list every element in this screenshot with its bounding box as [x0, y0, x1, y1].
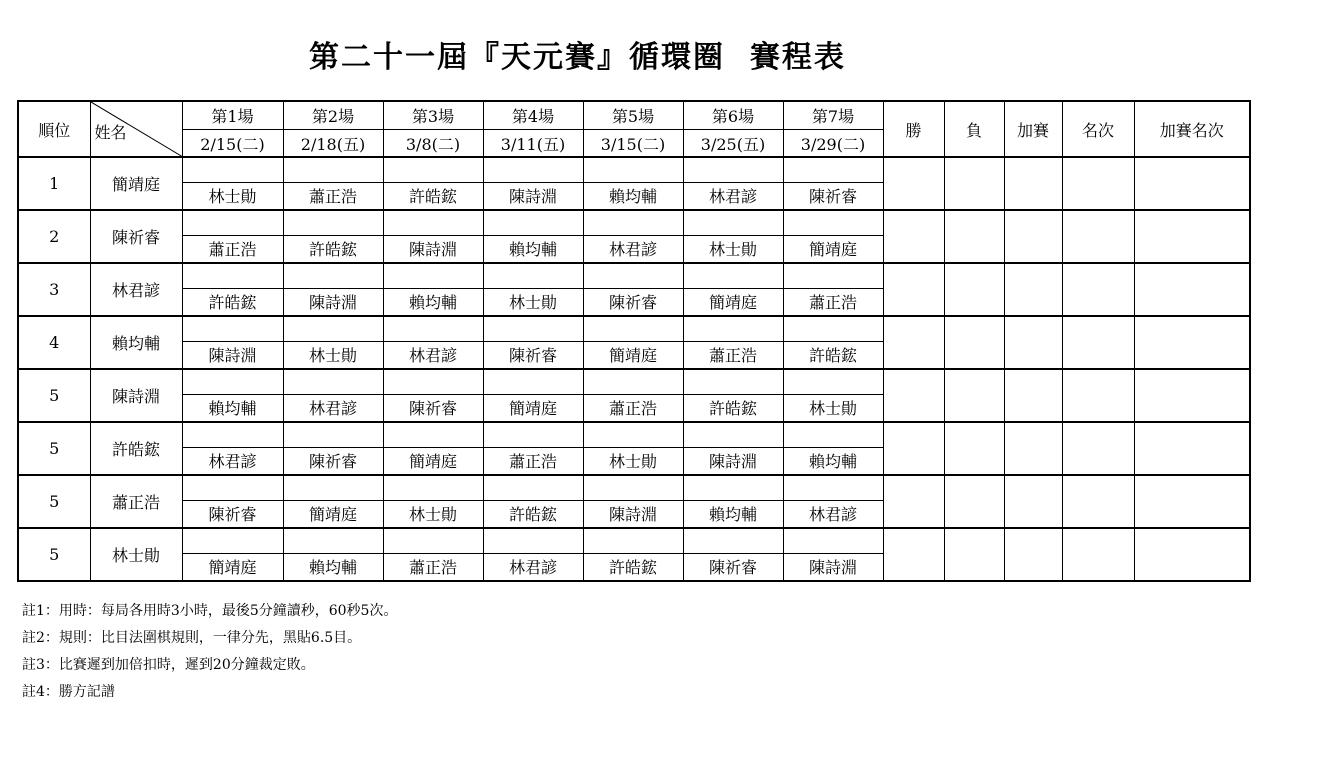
- result-cell: [683, 528, 783, 553]
- opponent-cell: 林士勛: [283, 341, 383, 369]
- result-cell: [182, 369, 283, 394]
- playoff-place-cell: [1134, 369, 1250, 422]
- opponent-cell: 蕭正浩: [283, 182, 383, 210]
- rank-cell: 5: [18, 475, 90, 528]
- header-name: [90, 101, 182, 157]
- wins-cell: [883, 157, 944, 210]
- place-cell: [1062, 157, 1134, 210]
- result-cell: [383, 422, 483, 447]
- opponent-cell: 許皓鋐: [483, 500, 583, 528]
- playoff-cell: [1004, 210, 1062, 263]
- player-name: 許皓鋐: [90, 422, 182, 475]
- opponent-cell: 賴均輔: [683, 500, 783, 528]
- result-cell: [383, 263, 483, 288]
- opponent-cell: 林士勛: [383, 500, 483, 528]
- result-cell: [783, 210, 883, 235]
- result-cell: [182, 422, 283, 447]
- player-row: [18, 157, 1250, 182]
- opponent-cell: 賴均輔: [283, 553, 383, 581]
- opponent-cell: 賴均輔: [182, 394, 283, 422]
- header-date: 3/8(二): [383, 130, 483, 158]
- result-cell: [383, 210, 483, 235]
- player-row: [18, 528, 1250, 553]
- playoff-place-cell: [1134, 157, 1250, 210]
- result-cell: [583, 369, 683, 394]
- opponent-cell: 陳祈睿: [783, 182, 883, 210]
- wins-cell: [883, 210, 944, 263]
- opponent-cell: 賴均輔: [583, 182, 683, 210]
- result-cell: [783, 316, 883, 341]
- result-cell: [583, 157, 683, 182]
- result-cell: [583, 316, 683, 341]
- result-cell: [283, 422, 383, 447]
- place-cell: [1062, 316, 1134, 369]
- losses-cell: [944, 528, 1004, 581]
- note-2: 註2：規則：比目法圍棋規則，一律分先，黑貼6.5目。: [22, 630, 362, 646]
- result-cell: [383, 369, 483, 394]
- wins-cell: [883, 263, 944, 316]
- opponent-cell: 林士勛: [583, 447, 683, 475]
- playoff-place-cell: [1134, 263, 1250, 316]
- opponent-cell: 簡靖庭: [683, 288, 783, 316]
- wins-cell: [883, 316, 944, 369]
- rank-cell: 5: [18, 369, 90, 422]
- opponent-cell: 簡靖庭: [783, 235, 883, 263]
- playoff-place-cell: [1134, 422, 1250, 475]
- opponent-cell: 林君諺: [383, 341, 483, 369]
- wins-cell: [883, 528, 944, 581]
- opponent-cell: 陳詩淵: [683, 447, 783, 475]
- opponent-cell: 賴均輔: [783, 447, 883, 475]
- place-cell: [1062, 475, 1134, 528]
- playoff-cell: [1004, 263, 1062, 316]
- opponent-cell: 林士勛: [783, 394, 883, 422]
- playoff-cell: [1004, 475, 1062, 528]
- opponent-cell: 陳祈睿: [383, 394, 483, 422]
- opponent-cell: 賴均輔: [383, 288, 483, 316]
- result-cell: [483, 528, 583, 553]
- rank-cell: 2: [18, 210, 90, 263]
- player-name: 陳祈睿: [90, 210, 182, 263]
- opponent-cell: 林君諺: [283, 394, 383, 422]
- result-cell: [182, 157, 283, 182]
- player-name: 林士勛: [90, 528, 182, 581]
- header-date: 3/25(五): [683, 130, 783, 158]
- opponent-cell: 林君諺: [483, 553, 583, 581]
- result-cell: [283, 210, 383, 235]
- result-cell: [182, 263, 283, 288]
- result-cell: [583, 528, 683, 553]
- opponent-cell: 陳祈睿: [683, 553, 783, 581]
- header-round: 第6場: [683, 101, 783, 130]
- losses-cell: [944, 210, 1004, 263]
- result-cell: [683, 157, 783, 182]
- player-name: 林君諺: [90, 263, 182, 316]
- player-row: [18, 475, 1250, 500]
- opponent-cell: 蕭正浩: [182, 235, 283, 263]
- rank-cell: 5: [18, 528, 90, 581]
- losses-cell: [944, 475, 1004, 528]
- opponent-cell: 許皓鋐: [683, 394, 783, 422]
- player-row: [18, 369, 1250, 394]
- result-cell: [683, 263, 783, 288]
- header-row-rounds: [18, 101, 1250, 130]
- notes: [22, 598, 397, 706]
- result-cell: [483, 210, 583, 235]
- player-row: [18, 210, 1250, 235]
- result-cell: [583, 263, 683, 288]
- opponent-cell: 許皓鋐: [182, 288, 283, 316]
- result-cell: [283, 528, 383, 553]
- header-date: 2/15(二): [182, 130, 283, 158]
- opponent-cell: 蕭正浩: [783, 288, 883, 316]
- result-cell: [683, 422, 783, 447]
- playoff-place-cell: [1134, 528, 1250, 581]
- header-round: 第2場: [283, 101, 383, 130]
- result-cell: [283, 475, 383, 500]
- losses-cell: [944, 369, 1004, 422]
- opponent-cell: 簡靖庭: [483, 394, 583, 422]
- result-cell: [483, 263, 583, 288]
- result-cell: [783, 157, 883, 182]
- player-name: 蕭正浩: [90, 475, 182, 528]
- place-cell: [1062, 263, 1134, 316]
- losses-cell: [944, 263, 1004, 316]
- note-1: 註1：用時：每局各用時3小時，最後5分鐘讀秒，60秒5次。: [22, 603, 398, 619]
- header-losses: 負: [944, 101, 1004, 157]
- result-cell: [683, 475, 783, 500]
- player-name: 簡靖庭: [90, 157, 182, 210]
- header-round: 第3場: [383, 101, 483, 130]
- result-cell: [483, 316, 583, 341]
- wins-cell: [883, 422, 944, 475]
- opponent-cell: 陳詩淵: [383, 235, 483, 263]
- opponent-cell: 陳祈睿: [182, 500, 283, 528]
- result-cell: [483, 422, 583, 447]
- header-round: 第4場: [483, 101, 583, 130]
- note-3: 註3：比賽遲到加倍扣時，遲到20分鐘裁定敗。: [22, 657, 315, 673]
- opponent-cell: 蕭正浩: [683, 341, 783, 369]
- opponent-cell: 簡靖庭: [583, 341, 683, 369]
- page-title: 第二十一屆『天元賽』循環圈 賽程表: [309, 40, 846, 75]
- opponent-cell: 簡靖庭: [383, 447, 483, 475]
- result-cell: [283, 263, 383, 288]
- header-round: 第7場: [783, 101, 883, 130]
- place-cell: [1062, 369, 1134, 422]
- result-cell: [583, 422, 683, 447]
- schedule-table: [17, 100, 1251, 582]
- rank-cell: 1: [18, 157, 90, 210]
- rank-cell: 4: [18, 316, 90, 369]
- wins-cell: [883, 369, 944, 422]
- opponent-cell: 許皓鋐: [283, 235, 383, 263]
- result-cell: [783, 528, 883, 553]
- result-cell: [383, 528, 483, 553]
- result-cell: [783, 475, 883, 500]
- result-cell: [483, 475, 583, 500]
- result-cell: [383, 316, 483, 341]
- playoff-cell: [1004, 369, 1062, 422]
- result-cell: [283, 369, 383, 394]
- opponent-cell: 蕭正浩: [583, 394, 683, 422]
- schedule-body: [18, 157, 1250, 581]
- result-cell: [583, 210, 683, 235]
- opponent-cell: 陳詩淵: [283, 288, 383, 316]
- header-wins: 勝: [883, 101, 944, 157]
- result-cell: [182, 528, 283, 553]
- playoff-place-cell: [1134, 316, 1250, 369]
- rank-cell: 5: [18, 422, 90, 475]
- opponent-cell: 陳詩淵: [182, 341, 283, 369]
- result-cell: [383, 157, 483, 182]
- header-rank: 順位: [18, 101, 90, 157]
- opponent-cell: 蕭正浩: [383, 553, 483, 581]
- opponent-cell: 陳詩淵: [783, 553, 883, 581]
- player-row: [18, 263, 1250, 288]
- header-date: 3/29(二): [783, 130, 883, 158]
- losses-cell: [944, 157, 1004, 210]
- player-row: [18, 316, 1250, 341]
- opponent-cell: 蕭正浩: [483, 447, 583, 475]
- opponent-cell: 陳詩淵: [583, 500, 683, 528]
- opponent-cell: 許皓鋐: [783, 341, 883, 369]
- opponent-cell: 賴均輔: [483, 235, 583, 263]
- losses-cell: [944, 316, 1004, 369]
- result-cell: [483, 157, 583, 182]
- opponent-cell: 許皓鋐: [383, 182, 483, 210]
- player-row: [18, 422, 1250, 447]
- playoff-cell: [1004, 422, 1062, 475]
- opponent-cell: 林士勛: [182, 182, 283, 210]
- player-name: 陳詩淵: [90, 369, 182, 422]
- opponent-cell: 林君諺: [583, 235, 683, 263]
- rank-cell: 3: [18, 263, 90, 316]
- opponent-cell: 陳詩淵: [483, 182, 583, 210]
- header-place: 名次: [1062, 101, 1134, 157]
- header-round: 第1場: [182, 101, 283, 130]
- opponent-cell: 簡靖庭: [182, 553, 283, 581]
- playoff-cell: [1004, 316, 1062, 369]
- result-cell: [783, 263, 883, 288]
- opponent-cell: 陳祈睿: [483, 341, 583, 369]
- result-cell: [683, 316, 783, 341]
- result-cell: [283, 316, 383, 341]
- place-cell: [1062, 210, 1134, 263]
- result-cell: [182, 316, 283, 341]
- header-round: 第5場: [583, 101, 683, 130]
- header-date: 3/15(二): [583, 130, 683, 158]
- opponent-cell: 林士勛: [483, 288, 583, 316]
- result-cell: [583, 475, 683, 500]
- result-cell: [182, 210, 283, 235]
- result-cell: [383, 475, 483, 500]
- playoff-place-cell: [1134, 210, 1250, 263]
- opponent-cell: 陳祈睿: [583, 288, 683, 316]
- header-date: 2/18(五): [283, 130, 383, 158]
- opponent-cell: 林士勛: [683, 235, 783, 263]
- playoff-place-cell: [1134, 475, 1250, 528]
- header-name-label: 姓名: [94, 123, 127, 142]
- header-playoff-place: 加賽名次: [1134, 101, 1250, 157]
- header-playoff: 加賽: [1004, 101, 1062, 157]
- result-cell: [783, 369, 883, 394]
- opponent-cell: 許皓鋐: [583, 553, 683, 581]
- playoff-cell: [1004, 157, 1062, 210]
- opponent-cell: 林君諺: [783, 500, 883, 528]
- place-cell: [1062, 422, 1134, 475]
- note-4: 註4：勝方記譜: [22, 684, 115, 700]
- place-cell: [1062, 528, 1134, 581]
- playoff-cell: [1004, 528, 1062, 581]
- wins-cell: [883, 475, 944, 528]
- result-cell: [182, 475, 283, 500]
- result-cell: [683, 210, 783, 235]
- header-date: 3/11(五): [483, 130, 583, 158]
- opponent-cell: 陳祈睿: [283, 447, 383, 475]
- result-cell: [683, 369, 783, 394]
- opponent-cell: 林君諺: [182, 447, 283, 475]
- opponent-cell: 林君諺: [683, 182, 783, 210]
- result-cell: [283, 157, 383, 182]
- player-name: 賴均輔: [90, 316, 182, 369]
- result-cell: [483, 369, 583, 394]
- losses-cell: [944, 422, 1004, 475]
- opponent-cell: 簡靖庭: [283, 500, 383, 528]
- result-cell: [783, 422, 883, 447]
